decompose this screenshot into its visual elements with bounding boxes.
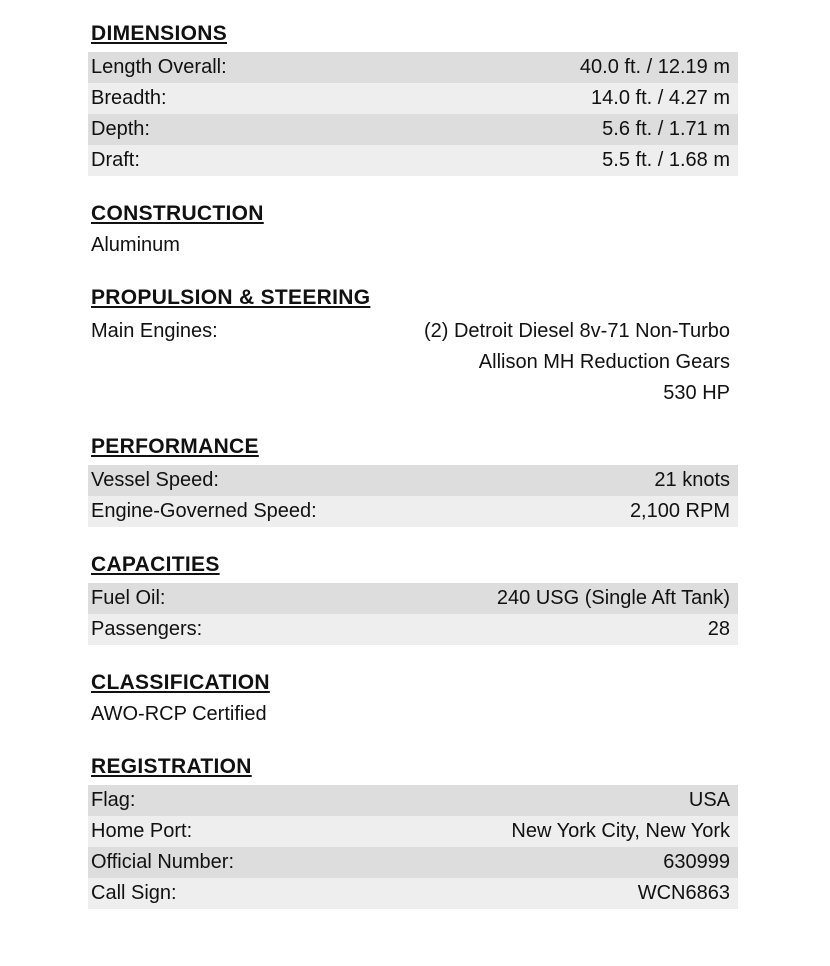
performance-rows <box>88 465 738 527</box>
table-row <box>88 145 738 176</box>
table-row <box>88 496 738 527</box>
propulsion-line-3: 530 HP <box>663 382 730 404</box>
section-title-capacities: CAPACITIES <box>91 553 220 576</box>
construction-text: Aluminum <box>91 234 180 256</box>
table-row <box>88 83 738 114</box>
section-capacities <box>88 553 738 645</box>
row-value: WCN6863 <box>637 882 730 904</box>
row-value: 240 USG (Single Aft Tank) <box>496 587 730 609</box>
table-row <box>88 114 738 145</box>
row-label: Passengers: <box>91 618 203 640</box>
row-value: 14.0 ft. / 4.27 m <box>591 87 730 109</box>
table-row <box>88 816 738 847</box>
row-value: 21 knots <box>654 469 730 491</box>
row-label: Draft: <box>91 149 140 171</box>
section-title-registration: REGISTRATION <box>91 755 252 778</box>
row-value: 5.5 ft. / 1.68 m <box>602 149 730 171</box>
table-row <box>88 878 738 909</box>
row-value: 630999 <box>663 851 730 873</box>
table-row <box>91 316 730 347</box>
row-label: Main Engines: <box>91 320 218 342</box>
propulsion-rows <box>88 316 738 409</box>
row-value: New York City, New York <box>511 820 730 842</box>
row-label: Engine-Governed Speed: <box>91 500 317 522</box>
table-row <box>88 847 738 878</box>
section-title-dimensions: DIMENSIONS <box>91 22 228 45</box>
row-label: Vessel Speed: <box>91 469 219 491</box>
row-label: Fuel Oil: <box>91 587 166 609</box>
row-value: 5.6 ft. / 1.71 m <box>602 118 730 140</box>
propulsion-line-2: Allison MH Reduction Gears <box>478 351 730 373</box>
row-value: 28 <box>707 618 730 640</box>
row-label: Breadth: <box>91 87 167 109</box>
table-row <box>88 52 738 83</box>
registration-rows <box>88 785 738 909</box>
propulsion-block <box>88 316 738 409</box>
spec-content <box>88 22 738 909</box>
table-row <box>88 583 738 614</box>
row-value: 40.0 ft. / 12.19 m <box>579 56 730 78</box>
section-title-classification: CLASSIFICATION <box>91 671 270 694</box>
section-title-propulsion: PROPULSION & STEERING <box>91 286 371 309</box>
table-row <box>88 614 738 645</box>
section-performance <box>88 435 738 527</box>
section-title-construction: CONSTRUCTION <box>91 202 264 225</box>
row-value: USA <box>688 789 730 811</box>
section-dimensions <box>88 22 738 176</box>
row-label: Depth: <box>91 118 150 140</box>
capacities-rows <box>88 583 738 645</box>
section-registration <box>88 755 738 909</box>
row-value: 2,100 RPM <box>629 500 730 522</box>
row-label: Flag: <box>91 789 136 811</box>
row-label: Call Sign: <box>91 882 177 904</box>
row-label: Length Overall: <box>91 56 227 78</box>
section-classification <box>88 671 738 729</box>
classification-text: AWO-RCP Certified <box>91 703 267 725</box>
row-label: Home Port: <box>91 820 193 842</box>
row-value: (2) Detroit Diesel 8v-71 Non-Turbo <box>423 320 730 342</box>
dimensions-rows <box>88 52 738 176</box>
section-propulsion <box>88 286 738 409</box>
section-construction <box>88 202 738 260</box>
section-title-performance: PERFORMANCE <box>91 435 259 458</box>
row-label: Official Number: <box>91 851 235 873</box>
table-row <box>88 785 738 816</box>
table-row <box>88 465 738 496</box>
